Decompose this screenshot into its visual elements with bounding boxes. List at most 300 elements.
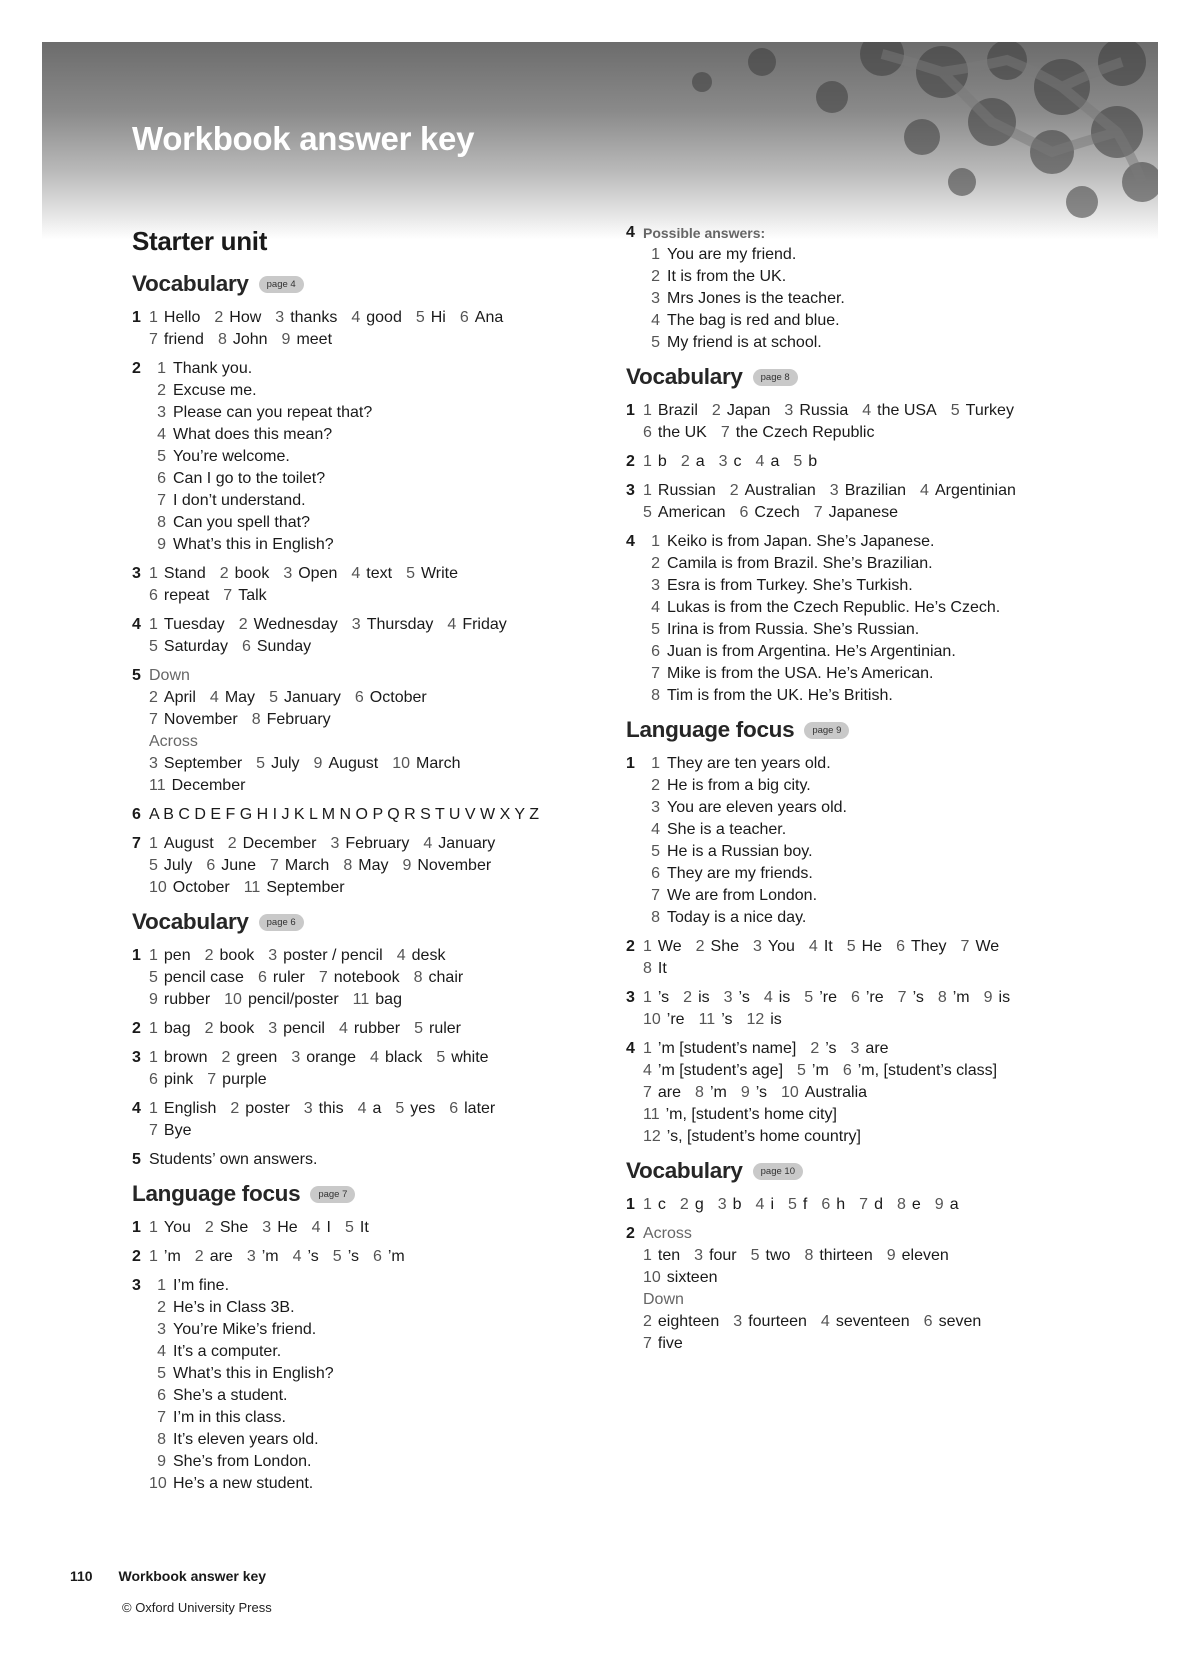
item-answer: ruler: [429, 1020, 462, 1037]
item-number: 11: [149, 777, 166, 794]
answer-item: [351, 565, 392, 582]
item-answer: ’re: [865, 989, 884, 1006]
answer-list: [149, 1246, 582, 1268]
spacer: [626, 819, 643, 841]
exercise: [626, 451, 1076, 473]
item-answer: pink: [163, 1071, 194, 1088]
item-number: 1: [651, 533, 660, 550]
item-answer: It: [359, 1219, 369, 1236]
spacer: [626, 797, 643, 819]
page-ref-badge: page 10: [753, 1163, 803, 1180]
item-number: 3: [149, 755, 158, 772]
answer-item: [862, 402, 937, 419]
item-answer: February: [266, 711, 331, 728]
answer-row: [149, 329, 582, 351]
item-answer: December: [242, 835, 317, 852]
item-number: 5: [651, 334, 660, 351]
item-answer: text: [366, 565, 393, 582]
item-number: 6: [257, 969, 267, 986]
item-number: 4: [370, 1049, 379, 1066]
item-answer: the Czech Republic: [735, 424, 875, 441]
item-number: 1: [643, 1196, 652, 1213]
item-number: 4: [763, 989, 773, 1006]
spacer: [132, 1473, 149, 1495]
item-number: 4: [643, 1062, 652, 1079]
answer-item: [149, 969, 244, 986]
footer: [70, 1568, 266, 1584]
item-answer: June: [221, 857, 256, 874]
item-answer: ’m: [261, 1248, 279, 1265]
item-answer: b: [732, 1196, 742, 1213]
item-number: 2: [204, 1219, 214, 1236]
answer-item: [859, 1196, 883, 1213]
item-number: 4: [808, 938, 818, 955]
exercise-number: 1: [132, 309, 141, 326]
item-answer: c: [733, 453, 742, 470]
exercise-number: 4: [626, 1040, 635, 1057]
answer-item: [149, 331, 204, 348]
item-number: 8: [157, 514, 166, 531]
answer-item: [244, 879, 345, 896]
item-answer: July: [271, 755, 300, 772]
exercise: [132, 945, 582, 1011]
item-answer: He’s in Class 3B.: [173, 1299, 295, 1316]
exercise-row: [132, 1246, 582, 1268]
answer-line: [626, 907, 1076, 929]
answer-item: [721, 424, 875, 441]
item-number: 3: [784, 402, 794, 419]
item-number: 2: [695, 938, 705, 955]
answer-item: [788, 1196, 807, 1213]
answer-row: [643, 1267, 1076, 1289]
item-number: 7: [859, 1196, 869, 1213]
exercise-row: [626, 400, 1076, 444]
answer-item: [339, 1020, 400, 1037]
item-answer: h: [836, 1196, 846, 1213]
item-number: 6: [651, 643, 660, 660]
answer-line: [626, 619, 1076, 641]
item-number: 5: [256, 755, 266, 772]
answer-item: [149, 991, 210, 1008]
item-number: 5: [804, 989, 814, 1006]
item-number: 7: [651, 887, 660, 904]
item-answer: ’re: [666, 1011, 685, 1028]
answer-item: [643, 1128, 861, 1145]
item-number: 2: [204, 1020, 214, 1037]
answer-item: [220, 565, 270, 582]
answer-row: [643, 1104, 1076, 1126]
item-number: 3: [283, 565, 293, 582]
answer-item: [753, 938, 795, 955]
answer-item: [741, 1084, 767, 1101]
answer-item: [149, 1071, 193, 1088]
answer-item: [149, 1248, 181, 1265]
item-answer: poster / pencil: [283, 947, 383, 964]
exercise: [132, 307, 582, 351]
exercise-row: [132, 804, 582, 826]
answer-item: [314, 755, 379, 772]
answer-row: [149, 687, 582, 709]
answer-line: [132, 1297, 582, 1319]
answer-line: [132, 1429, 582, 1451]
item-answer: orange: [306, 1049, 357, 1066]
item-answer: You are my friend.: [667, 246, 797, 263]
item-answer: Excuse me.: [173, 382, 257, 399]
item-number: 4: [338, 1020, 348, 1037]
item-answer: ’s: [307, 1248, 319, 1265]
exercise: [132, 1018, 582, 1040]
answer-list: [149, 1047, 582, 1091]
answer-row: [643, 1038, 1076, 1060]
item-number: 1: [643, 402, 652, 419]
item-answer: this: [318, 1100, 344, 1117]
exercise-row: [132, 1047, 582, 1091]
spacer: [132, 1385, 149, 1407]
item-answer: Wednesday: [253, 616, 338, 633]
item-number: 7: [643, 1084, 652, 1101]
item-number: 2: [157, 1299, 166, 1316]
answer-list: [149, 1018, 582, 1040]
item-number: 6: [149, 1071, 158, 1088]
item-number: 5: [651, 843, 660, 860]
answer-item: [695, 1084, 727, 1101]
exercise-number: 2: [132, 360, 141, 377]
answer-row: [643, 936, 1076, 958]
item-number: 10: [643, 1269, 661, 1286]
item-answer: two: [765, 1247, 791, 1264]
item-answer: a: [695, 453, 705, 470]
answer-item: [724, 989, 750, 1006]
item-number: 1: [643, 482, 652, 499]
item-answer: It: [657, 960, 667, 977]
answer-item: [746, 1011, 781, 1028]
answer-line: [132, 1363, 582, 1385]
item-number: 7: [149, 331, 158, 348]
item-number: 5: [414, 1020, 423, 1037]
item-answer: I’m fine.: [173, 1277, 230, 1294]
item-answer: bag: [163, 1020, 191, 1037]
item-number: 8: [217, 331, 227, 348]
answer-row: [149, 1047, 582, 1069]
item-answer: chair: [428, 969, 464, 986]
item-number: 10: [781, 1084, 799, 1101]
item-number: 6: [206, 857, 216, 874]
item-number: 7: [149, 711, 158, 728]
exercise-row: [132, 1149, 582, 1171]
item-answer: John: [232, 331, 268, 348]
subheading: Across: [149, 733, 198, 750]
item-answer: five: [657, 1335, 683, 1352]
item-number: 4: [351, 309, 361, 326]
answer-row: [643, 502, 1076, 524]
item-answer: Japan: [726, 402, 771, 419]
item-answer: Russia: [799, 402, 849, 419]
answer-item: [370, 1049, 422, 1066]
item-number: 11: [352, 991, 370, 1008]
item-number: 3: [303, 1100, 313, 1117]
answer-row: [149, 945, 582, 967]
item-answer: ruler: [272, 969, 305, 986]
exercise: [626, 222, 1076, 354]
answer-list: [149, 1098, 582, 1142]
spacer: [626, 619, 643, 641]
answer-item: [228, 835, 317, 852]
item-answer: ’s: [347, 1248, 359, 1265]
answer-item: [149, 1049, 207, 1066]
item-answer: You are eleven years old.: [667, 799, 847, 816]
item-number: 3: [275, 309, 285, 326]
spacer: [132, 424, 149, 446]
answer-item: [149, 879, 230, 896]
item-answer: Juan is from Argentina. He’s Argentinian.: [667, 643, 956, 660]
item-answer: ’re: [819, 989, 837, 1006]
exercise-number: 5: [132, 1151, 141, 1168]
answer-item: [256, 755, 299, 772]
answer-item: [643, 504, 725, 521]
answer-row: [643, 1311, 1076, 1333]
exercise-number: 1: [132, 947, 141, 964]
item-number: 3: [651, 290, 660, 307]
item-number: 9: [313, 755, 323, 772]
item-answer: We are from London.: [667, 887, 818, 904]
answer-line: [626, 841, 1076, 863]
answer-item: [680, 1196, 704, 1213]
item-answer: September: [163, 755, 243, 772]
item-answer: Turkey: [965, 402, 1014, 419]
item-number: 6: [850, 989, 860, 1006]
answer-row: [149, 1217, 582, 1239]
answer-row: [149, 855, 582, 877]
answer-item: [149, 1020, 191, 1037]
item-number: 2: [204, 947, 214, 964]
exercise-number: 1: [626, 755, 635, 772]
answer-item: [149, 711, 238, 728]
answer-row: [149, 1246, 582, 1268]
item-answer: How: [229, 309, 262, 326]
item-number: 7: [813, 504, 823, 521]
answer-item: [847, 938, 882, 955]
answer-item: [262, 1219, 297, 1236]
item-answer: fourteen: [748, 1313, 807, 1330]
item-number: 4: [755, 1196, 765, 1213]
item-number: 10: [643, 1011, 661, 1028]
item-answer: e: [911, 1196, 921, 1213]
answer-row: [149, 307, 582, 329]
exercise: [132, 1098, 582, 1142]
exercise-row: [626, 1038, 1076, 1148]
answer-item: [333, 1248, 359, 1265]
answer-item: [681, 453, 705, 470]
item-number: 2: [651, 555, 660, 572]
page-ref-badge: page 8: [753, 369, 798, 386]
item-answer: He: [861, 938, 883, 955]
item-answer: She is a teacher.: [667, 821, 787, 838]
answer-item: [898, 989, 924, 1006]
answer-item: [406, 565, 458, 582]
item-number: 8: [157, 1431, 166, 1448]
item-answer: Bye: [163, 1122, 192, 1139]
item-number: 7: [149, 1122, 158, 1139]
answer-line: [626, 753, 1076, 775]
item-answer: I’m in this class.: [173, 1409, 286, 1426]
answer-line: [626, 266, 1076, 288]
spacer: [132, 402, 149, 424]
answer-item: [643, 1040, 796, 1057]
item-number: 3: [694, 1247, 704, 1264]
item-answer: Please can you repeat that?: [173, 404, 373, 421]
page-ref-badge: page 4: [259, 276, 304, 293]
item-answer: a: [770, 453, 780, 470]
item-number: 8: [643, 960, 652, 977]
item-answer: Today is a nice day.: [667, 909, 807, 926]
item-number: 4: [157, 426, 166, 443]
answer-item: [205, 1020, 255, 1037]
item-answer: Lukas is from the Czech Republic. He’s Czech.: [667, 599, 1001, 616]
spacer: [626, 310, 643, 332]
item-number: 2: [643, 1313, 652, 1330]
answer-list: [643, 1038, 1076, 1148]
item-number: 4: [311, 1219, 321, 1236]
answer-item: [358, 1100, 382, 1117]
item-answer: pencil/poster: [247, 991, 339, 1008]
item-number: 2: [221, 1049, 231, 1066]
spacer: [626, 907, 643, 929]
item-answer: ’s: [912, 989, 924, 1006]
item-number: 2: [238, 616, 248, 633]
item-number: 5: [436, 1049, 446, 1066]
exercise: [626, 400, 1076, 444]
item-number: 9: [281, 331, 291, 348]
item-number: 6: [896, 938, 905, 955]
item-number: 6: [449, 1100, 459, 1117]
item-number: 1: [149, 1248, 158, 1265]
answer-item: [149, 777, 245, 794]
answer-line: [626, 288, 1076, 310]
answer-item: [149, 309, 200, 326]
item-number: 9: [740, 1084, 750, 1101]
answer-item: [730, 482, 816, 499]
item-answer: Stand: [163, 565, 206, 582]
item-answer: is: [770, 1011, 782, 1028]
section-heading: [132, 1181, 582, 1207]
item-number: 2: [729, 482, 739, 499]
item-number: 1: [157, 1277, 166, 1294]
item-answer: Irina is from Russia. She’s Russian.: [667, 621, 920, 638]
item-number: 7: [720, 424, 730, 441]
answer-row: [643, 1194, 1076, 1216]
item-number: 7: [269, 857, 279, 874]
item-number: 3: [262, 1219, 272, 1236]
item-answer: yes: [410, 1100, 436, 1117]
item-number: 4: [351, 565, 361, 582]
item-number: 5: [846, 938, 856, 955]
answer-item: [821, 1313, 910, 1330]
item-answer: Czech: [754, 504, 800, 521]
answer-line: [132, 1451, 582, 1473]
item-answer: pencil case: [163, 969, 244, 986]
answer-item: [224, 991, 339, 1008]
spacer: [626, 775, 643, 797]
item-answer: book: [234, 565, 270, 582]
item-answer: thirteen: [819, 1247, 873, 1264]
item-number: 7: [207, 1071, 217, 1088]
item-answer: We: [975, 938, 1000, 955]
exercise-number: 3: [626, 482, 635, 499]
item-answer: ’m [student’s name]: [657, 1040, 797, 1057]
item-answer: ’s, [student’s home country]: [666, 1128, 861, 1145]
item-number: 1: [149, 1219, 158, 1236]
header-banner: [42, 42, 1158, 240]
item-answer: ’s: [825, 1040, 837, 1057]
exercise-number: 4: [132, 616, 141, 633]
item-answer: October: [369, 689, 427, 706]
spacer: [132, 534, 149, 556]
answer-item: [230, 1100, 289, 1117]
answer-line: [132, 446, 582, 468]
exercise-number: 3: [132, 1049, 141, 1066]
item-number: 2: [679, 1196, 689, 1213]
item-answer: I: [326, 1219, 331, 1236]
answer-item: [392, 755, 460, 772]
exercise-row: [132, 1018, 582, 1040]
answer-row: [643, 1333, 1076, 1355]
spacer: [626, 663, 643, 685]
item-number: 5: [149, 969, 158, 986]
item-answer: b: [808, 453, 818, 470]
answer-item: [312, 1219, 331, 1236]
item-number: 4: [820, 1313, 830, 1330]
item-number: 3: [651, 577, 660, 594]
item-answer: Mike is from the USA. He’s American.: [667, 665, 934, 682]
item-answer: bag: [375, 991, 402, 1008]
answer-item: [984, 989, 1010, 1006]
answer-item: [149, 565, 206, 582]
answer-item: [291, 1049, 356, 1066]
answer-list: [643, 480, 1076, 524]
answer-row: [643, 422, 1076, 444]
exercise-row: [132, 1217, 582, 1239]
answer-line: [626, 885, 1076, 907]
spacer: [132, 490, 149, 512]
answer-line: [626, 863, 1076, 885]
answer-item: [643, 989, 669, 1006]
answer-item: [784, 402, 848, 419]
exercise-number: 1: [626, 1196, 635, 1213]
item-answer: Friday: [462, 616, 507, 633]
item-number: 2: [214, 309, 224, 326]
answer-item: [436, 1049, 488, 1066]
item-number: 4: [651, 599, 660, 616]
item-number: 7: [318, 969, 328, 986]
answer-item: [887, 1247, 949, 1264]
answer-item: [712, 402, 771, 419]
item-answer: ’m: [163, 1248, 181, 1265]
answer-item: [843, 1062, 997, 1079]
footer-label: Workbook answer key: [118, 1568, 267, 1584]
answer-item: [643, 482, 716, 499]
answer-item: [756, 453, 780, 470]
answer-line: [132, 402, 582, 424]
item-number: 2: [651, 268, 660, 285]
section-title: Vocabulary: [132, 271, 249, 296]
spacer: [626, 641, 643, 663]
item-number: 2: [683, 989, 693, 1006]
item-number: 3: [651, 799, 660, 816]
exercise-row: [626, 1223, 1076, 1355]
answer-line: [626, 575, 1076, 597]
item-answer: the UK: [657, 424, 707, 441]
spacer: [132, 468, 149, 490]
